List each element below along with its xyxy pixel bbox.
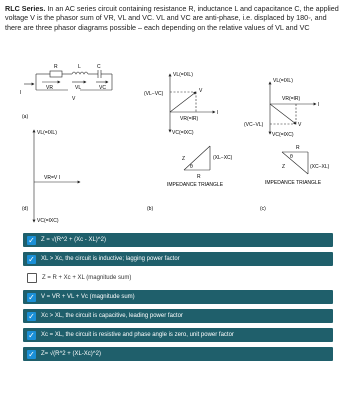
c-vl-label: VL(=IXL) — [273, 78, 293, 84]
answer-option[interactable] — [23, 328, 333, 342]
checkbox-checked-icon[interactable]: ✓ — [28, 254, 35, 264]
problem-body: In an AC series circuit containing resistance R, inductance L and capacitance C, the applied voltage V is the phasor sum of VR, VL and VC. VL and VC are anti-phase, i.e. displaced by 180◦, and there are three phasor diagrams possible – each depending on the relative values of VL and VC — [5, 4, 339, 32]
c-triangle-title: IMPEDANCE TRIANGLE — [265, 180, 322, 186]
b-v-label: V — [199, 88, 203, 94]
option-label: Xc = XL, the circuit is resistive and phase angle is zero, unit power factor — [41, 332, 234, 338]
checkbox-checked-icon[interactable]: ✓ — [28, 311, 35, 321]
b-x-label: (XL−XC) — [213, 155, 233, 161]
c-x-label: (XC−XL) — [310, 164, 330, 170]
answer-options — [23, 233, 333, 366]
checkbox-checked-icon[interactable]: ✓ — [28, 235, 35, 245]
answer-option[interactable] — [23, 290, 333, 304]
c-z-label: Z — [282, 164, 286, 170]
b-z-label: Z — [182, 156, 186, 162]
checkbox-checked-icon[interactable]: ✓ — [28, 349, 35, 359]
v-label: V — [72, 96, 76, 102]
diagram-d-label: (d) — [22, 206, 29, 212]
b-i-label: I — [217, 110, 219, 116]
checkbox-checked-icon[interactable]: ✓ — [28, 292, 35, 302]
b-vl-label: VL(=IXL) — [173, 72, 193, 78]
vl-label: VL — [75, 85, 82, 91]
b-triangle-title: IMPEDANCE TRIANGLE — [167, 182, 224, 188]
c-vc-label: VC(=IXC) — [272, 132, 294, 138]
b-r-label: R — [197, 174, 201, 180]
option-label: V = VR + VL + Vc (magnitude sum) — [41, 294, 135, 300]
phasor-diagram-b — [170, 74, 215, 170]
answer-option[interactable] — [23, 309, 333, 323]
c-r-label: R — [296, 145, 300, 151]
phasor-diagrams-figure — [20, 62, 330, 224]
c-i-label: I — [318, 102, 320, 108]
b-vc-label: VC(=IXC) — [172, 130, 194, 136]
option-label: Xc > XL, the circuit is capacitive, leading power factor — [41, 313, 183, 319]
b-diff-label: (VL−VC) — [144, 91, 164, 97]
vc-label: VC — [99, 85, 106, 91]
b-vr-label: VR(=IR) — [180, 116, 199, 122]
option-label: Z= √(R^2 + (XL-Xc)^2) — [41, 351, 101, 357]
checkbox-checked-icon[interactable]: ✓ — [28, 330, 35, 340]
b-theta-label: θ — [190, 164, 193, 170]
answer-option[interactable] — [23, 233, 333, 247]
diagram-a-label: (a) — [22, 114, 29, 120]
diagram-b-label: (b) — [147, 206, 154, 212]
diagram-c-label: (c) — [260, 206, 266, 212]
resistor-label: R — [54, 64, 58, 70]
option-label: Z = √(R^2 + (Xc - XL)^2) — [41, 237, 106, 243]
d-vr-label: VR=V I — [44, 175, 60, 181]
option-label: Z = R + Xc + XL (magnitude sum) — [42, 275, 132, 281]
d-vl-label: VL(=IXL) — [37, 130, 57, 136]
answer-option[interactable] — [23, 271, 333, 285]
inductor-label: L — [78, 64, 81, 70]
c-v-label: V — [298, 122, 302, 128]
checkbox-unchecked-icon[interactable] — [27, 273, 37, 283]
capacitor-label: C — [97, 64, 101, 70]
vr-label: VR — [46, 85, 53, 91]
c-vr-label: VR(=IR) — [282, 96, 301, 102]
problem-title: RLC Series. — [5, 4, 46, 13]
c-theta-label: θ — [290, 154, 293, 160]
current-label: I — [20, 90, 22, 96]
c-diff-label: (VC−VL) — [244, 122, 264, 128]
problem-description — [5, 4, 345, 32]
answer-option[interactable] — [23, 252, 333, 266]
answer-option[interactable] — [23, 347, 333, 361]
d-vc-label: VC(=IXC) — [37, 218, 59, 224]
option-label: XL > Xc, the circuit is inductive; lagging power factor — [41, 256, 180, 262]
